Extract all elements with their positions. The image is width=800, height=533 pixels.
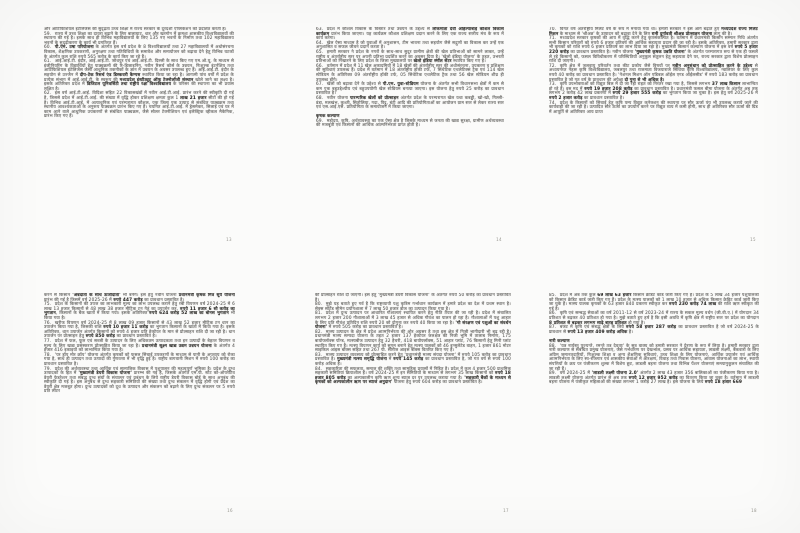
paragraph-number: 79.	[44, 365, 52, 371]
bold-text: रुपये 58 हजार 287 करोड़	[626, 324, 677, 330]
body-text: मत्स्य उत्पादन के क्षेत्र में प्रदेश आत्मनिर्भरता की ओर अग्रसर है तथा इस क्षेत्र में निजी भागीदारी भी बढ़ रही है। प्रधानमंत्री मत्स्य सम्पदा योजना के तहत 2 हजार 137 हेक्टेयर जलक्षेत्र की निजी भूमि में तालाब निर्माण, 175 बायोफ्लॉक्स पॉन्ड, मत्स्यबीज उत्पादन हेतु 32 हैचरी, 418 बायोफ्लॉक्स, 51 आहार प्लांट, 76 किसानों हेतु मिनी प्लांट स्थापित किए गए हैं। मत्स्य विपणन कार्य को सुगम बनाने हेतु मत्स्य पालकों को 46 इन्सुलेटेड वाहन, 1 हजार 861 मोटर साइकिल आइस बॉक्स सहित तथा 267 पी. सीरीज आइस बॉक्स वितरित किए गए हैं।	[315, 328, 511, 353]
paragraph-number: 87.	[549, 324, 557, 330]
body-text: के अंतर्गत इस वर्ष प्रदेश के 8 विश्वविद्यालयों तथा 27 महाविद्यालयों में अधोसंरचना विकास, शैक्षणिक उपकरणों, अनुरक्षण तथा गतिविधियों के समावेश और समायोजन को बढ़ावा देने हेतु विभिन्न घटकों के अंतर्गत कुल राशि रुपये 565 करोड़ के कार्य किए जा रहे हैं।	[44, 44, 234, 59]
body-text: कृषि उपभोक्ताओं को विद्युत बिल में दी जा रही राहत को निरंतर रखा गया है, जिससे लगभग	[559, 81, 712, 87]
body-text: कृषि एवं सम्बद्ध सेवाओं का वर्ष 2011-12 से वर्ष 2023-24 में राज्य के सकल मूल्य वर्धन (जी.वी.ए.) में योगदान 34 प्रतिशत से बढ़कर 40 प्रतिशत हो गया है। मुझे बताते हुए हर्ष है कि इसी अवधि में कृषि क्षेत्र में राष्ट्रीय स्तर पर प्रदेश का योगदान	[549, 310, 759, 320]
body-text: की राशि ऋण स्वीकृत की गई है।	[549, 301, 759, 311]
body-text: योजना हेतु रुपये 604 करोड़ का प्रावधान प्रस्तावित है।	[392, 379, 483, 385]
paragraph-number: 86.	[549, 310, 557, 316]
scanned-page-13	[44, 27, 234, 249]
page-number: 16	[227, 508, 233, 513]
body-text: 'यत्र नार्यस्तु पूज्यन्ते, रमन्ते तत्र देवताः' के सूत्र वाक्य को हमारी सरकार ने प्रेरणा के रूप में लिया है। हमारी सरकार द्वारा नारी कल्याण से संबंधित प्रमुख योजनाएं, जैसे गर्भधारण पर देखभाल, प्रसव पर आर्थिक सहायता, लाडली लक्ष्मी, बैंकवारों के लिए अग्रिम जमानतदारियों, निःशुल्क शिक्षा व अन्य शैक्षणिक सुविधाएं, उच्च शिक्षा के लिए योजनाएं, आर्थिक उपार्जन एवं आर्थिक आत्मनिर्भरता के लिए स्व-रोजगार एवं शासकीय सेवाओं में आरक्षण, विवाह तथा निवास योजना, आवास योजनाओं का लाभ, स्थायी संपत्तियों के क्रय पर पंजीकरण शुल्क में विशेष छूट, लाडली बहना योजना तथा विभिन्न पेंशन योजनाएं समयानुकूलन संचालित की जा रही हैं।	[549, 342, 759, 371]
body-text: प्रदेश में फल, फूल एवं सब्जी के उत्पादन के लिए अधिकतम उत्पादकता तथा इन उत्पादों के बेहतर विपणन व मूल्य के लिए खाद्य प्रसंस्करण प्रोत्साहित किया जा रहा है।	[44, 337, 235, 348]
bold-text: रुपये 18 हजार 669	[704, 379, 743, 385]
body-text: लाभान्वित हो रहे हैं। इस मद में	[549, 81, 758, 91]
body-text: का प्रावधान प्रस्तावित है, जो गत वर्ष से रुपये 100 करोड़ अधिक है।	[315, 356, 511, 366]
body-text: विगत वर्ष अंतर्राष्ट्रीय मिलेट वर्ष के रूप में मनाया गया था। हमारी सरकार ने इसे आगे बढ़ाते हुए	[559, 27, 722, 31]
paragraph-number: 74.	[549, 99, 557, 105]
scanned-page-14	[316, 27, 504, 249]
bold-text: डिजिटल यूनिवर्सिटी तथा राष्ट्रीय रक्षा विश्वविद्यालय	[86, 81, 172, 87]
page-number: 14	[496, 237, 502, 242]
paragraph-number: 75.	[44, 301, 52, 307]
paragraph-number: 63.	[316, 27, 324, 31]
body-text: प्रदेश में दुग्ध उत्पादन पर आधारित गौशालाएं स्थापित करने हेतु नीति तैयार की जा रही है। प्रदेश में संचालित लगभग 2 हजार 200 गौशालाओं में 3 लाख 45 हजार से अधिक गौवंश का पालन हो रहा है। गौशालाओं में पशु आहार के लिए प्रति गौवंश प्रतिदिन राशि रुपये 20 को दोगुना कर रुपये 40 किया जा रहा है।	[315, 310, 511, 325]
bold-text: रुपये 624	[149, 310, 169, 316]
paragraph-number: 64.	[316, 39, 324, 45]
page-number: 15	[750, 237, 756, 242]
bold-text: लाख 21 हजार	[180, 94, 207, 100]
bold-text: रुपये 145 करोड़	[393, 356, 424, 362]
scanned-page-18	[549, 293, 759, 517]
bold-text: 'मुख्यमंत्री कृषक उन्नति योजना'	[634, 48, 687, 54]
bold-text: रुपये 5 हजार 220 करोड़	[549, 44, 758, 54]
body-text: किसान क्रेडिट कार्ड जारी किए गए हैं। प्रदेश के 5 लाख 34 हजार पशुपालकों को किसान क्रेडिट कार्ड जारी किए गए हैं। प्रदेश के मत्स्य पालकों को 1 लाख 10 हजार से अधिक किसान क्रेडिट कार्ड जारी किए जा चुके हैं। मत्स्य पालक कृषकों के 63 हजार 840 प्रकरण स्वीकृत कर	[549, 293, 759, 307]
bold-text: 'सहकारी बैंकों के माध्यम से कृषकों को अल्पकालीन	[315, 374, 511, 385]
bold-text: रुपये 12 हजार 952 करोड़	[628, 374, 678, 380]
body-text: प्रदेश में अब तक कुल	[559, 293, 598, 297]
bold-text: विकास योजना'	[106, 370, 132, 376]
body-text: करने से किसान	[44, 293, 73, 297]
body-text: का अल्पकालीन कृषि ऋण शून्य ब्याज दर पर उपलब्ध कराया गया है।	[345, 374, 465, 380]
paragraph-number: 85.	[549, 293, 557, 297]
body-text: सहकारिता की सफलता, समाज की शक्ति तथा सामूहिक प्रयासों में निहित है। प्रदेश में कुल 4 हजार 500 प्राथमिक सहकारी समितियां क्रियाशील हैं। वर्ष 2024-25 में इन समितियों के माध्यम से लगभग 35 लाख किसानों को	[315, 365, 511, 376]
bold-text: करोड़ 52 लाख का बोनस भुगतान	[170, 310, 229, 316]
body-text: कृषि क्षेत्र में जलवायु परिवर्तन तथा कीट प्रकोप जैसे विषयों पर	[559, 62, 673, 68]
body-text: स्थापित किए गए हैं।	[451, 58, 486, 64]
body-text: प्रारम्भ की गई है, जिसके अंतर्गत एम.पी. स्टेट को-ऑपरेटिव डेयरी फेडरेशन तथा संबद्ध दुग्ध संघों के संचालन एवं प्रबंधन के लिये राष्ट्रीय डेयरी विकास बोर्ड के साथ अनुबंध की स्वीकृति दी गई है। इस अनुबंध से दुग्ध सहकारी समितियों की संख्या तथा दुग्ध संकलन में वृद्धि होगी एवं प्रदेश का डेयरी क्षेत्र मजबूत होगा। दुग्ध उत्पादकों को दूध के उत्पादन और संकलन को बढ़ाने के लिए दुग्ध संकलन पर 5 रुपये प्रति लीटर	[44, 370, 235, 394]
bold-text: रुपये 447 करोड़	[113, 296, 143, 302]
paragraph-number: 88.	[549, 342, 557, 348]
body-text: 'पर ड्रॉप मोर क्रॉप' योजना अंतर्गत कृषकों को फसल सिंचाई उपकरणों के माध्यम से पानी के अपव्यय को रोका गया है, साथ ही उत्पादन तथा उत्पादों की गुणवत्ता में भी वृद्धि हुई है। राष्ट्रीय बागवानी मिशन में रुपये 100 करोड़ का प्रावधान प्रस्तावित है।	[44, 351, 235, 366]
body-text: मध्यप्रदेश सरकार कृषकों की आय में वृद्धि करने हेतु कृतसंकल्पित है। वर्तमान में प्रधानमंत्री किसान सम्मान निधि अंतर्गत सभी किसान परिवारों को रुपये 6 हजार प्रतिवर्ष की आर्थिक सहायता प्रदान की जा रही है। इसके अतिरिक्त, हमारी सरकार द्वारा भी कृषकों को राशि रुपये 6 हजार प्रतिवर्ष का लाभ दिया जा रहा है। मुख्यमंत्री किसान कल्याण योजना में इस वर्ष	[549, 35, 758, 50]
body-text: खेल ऐसा माध्यम है जो युवाओं में अनुशासन, टीम भावना तथा सहयोग जैसे सद्गुणों का विकास कर उन्हें एक अनुशासित व सफल जीवन प्रदान करता है।	[316, 39, 504, 50]
body-text: प्रारंभ की गई है जिसमें वर्ष 2025-26 में	[44, 296, 114, 302]
body-text: प्रदेश के किसानों को सिंचाई हेतु कृषि पम्प विद्युत कनेक्शन की स्थापना पर सौर ऊर्जा पंप भी उपलब्ध कराये जाने की कार्यवाही की जा रही है। उत्पादित सौर ऊर्जा का उपयोग करने पर विद्युत व्यय में कमी होगी, साथ ही अतिरिक्त सौर ऊर्जा की ग्रिड में आपूर्ति से अतिरिक्त आय प्राप्त	[549, 99, 758, 114]
body-text: खेलों को बढ़ावा देने के उद्देश्य से	[326, 81, 383, 87]
body-text: प्रदेश में कौशल विकास के विस्तार तथा उन्नयन के उद्देश्य से	[326, 27, 433, 31]
bold-text: पी.एम. उषा परियोजना	[54, 44, 94, 50]
body-text: की प्रोत्साहन राशि दी जाएगी। इस हेतु 'मुख्यमंत्री डेयरी विकास योजना' के अंतर्गत रुपये 50 करोड़ का प्रावधान प्रस्तावित है।	[315, 293, 511, 302]
bold-text: 'अन्नदाता के साथ ऊर्जादाता'	[72, 293, 121, 297]
body-text: का भुगतान किया जा चुका है। इस हेतु वर्ष 2025-26 में	[661, 90, 758, 96]
bold-text: रुपये 2 हजार करोड़	[549, 94, 583, 100]
body-text: का भुगतान किसानों के खातों में किया गया है। इसके अतिरिक्त, धान उपार्जन अंतर्गत किसानों को रुपये 4 हजार प्रति हेक्टेयर के मान से प्रोत्साहन राशि दी जा रही है। धान उपार्जन पर प्रोत्साहन हेतु	[44, 324, 235, 339]
bold-text: करोड़ अधिक	[606, 328, 628, 334]
paragraph	[316, 96, 504, 110]
body-text: से अध्ययनरत नेहरू कृषि विश्वविद्यालय, जबलपुर तथा राजमाता विजयाराजे सिंधिया कृषि विश्वविद्यालय, ग्वालियर के लिए कुल रुपये 40 करोड़ का प्रावधान प्रस्तावित है। 'नेशनल मिशन ऑन एडिबल ऑईल एण्ड ऑईलसीड' में रुपये 183 करोड़ का प्रावधान प्रस्तावित है जो गत वर्ष के प्रावधान की अपेक्षा	[549, 62, 758, 82]
paragraph	[315, 311, 511, 329]
paragraph-number: 67.	[316, 81, 324, 87]
body-text: और आर्टिफिशियल इंटेलिजेंस की सुदृढ़ता उच्च शिक्षा में राज्य सरकार के दूरदर्शी एप्लिकेशन को प्रदर्शित करती है।	[44, 27, 227, 31]
paragraph	[316, 50, 504, 64]
bold-text: लोकमाता देवी अहिल्याबाई कौशल विकास कार्यक्रम	[316, 27, 504, 36]
bold-text: रुपये 29 हजार 555 करोड़	[612, 90, 662, 96]
body-text: प्रदेश की अर्थव्यवस्था तथा आर्थिक एवं सामाजिक विकास में पशुपालन की महत्वपूर्ण भूमिका है। प्रदेश के दुग्ध उत्पादकों के हित में	[44, 365, 235, 376]
bold-text: पी.एम. युवा-स्टेडियम	[382, 81, 419, 87]
body-text: स्थापित किया जा रहा है। आगामी पांच वर्षों में प्रदेश के प्रत्येक संभाग में आई.आई.टी. के स्वरूप की	[44, 71, 234, 82]
paragraph-number: 69.	[316, 117, 324, 123]
body-text: खोले जाने का लक्ष्य है। इसके अतिरिक्त प्रदेश में	[44, 76, 234, 87]
body-text: है।	[627, 328, 634, 334]
paragraph	[316, 64, 504, 82]
body-text: महोदय, कृषि, अर्थव्यवस्था का एक ऐसा क्षेत्र है जिसके माध्यम से जनता की खाद्य सुरक्षा, ग्रामीण अर्थव्यवस्था की मजबूती एवं किसानों की आर्थिक आत्मनिर्भरता प्राप्त होती है।	[316, 117, 504, 128]
bold-text: रुपये 850 करोड़	[85, 333, 116, 339]
body-text: का प्रावधान प्रस्तावित है। नवीन योजना	[568, 48, 635, 54]
paragraph-number: 60.	[44, 44, 52, 50]
bold-text: रुपये 230 करोड़ 74 लाख	[669, 301, 717, 307]
body-text: का प्रावधान प्रस्तावित है।	[115, 333, 157, 339]
bold-text: रानी दुर्गावती श्रीअन्न प्रोत्साहन योजना	[651, 30, 713, 36]
body-text: अंतर्गत 2 लाख 43 हजार 356 बालिकाओं का पंजीकरण किया गया है। लाडली लक्ष्मी योजना अंतर्गत प्रारंभ से अब तक	[549, 370, 759, 380]
paragraph-number: 78.	[44, 351, 52, 357]
paragraph	[315, 330, 511, 353]
body-text: का वितरण किया जा चुका है। वर्तमान में लाडली बहना योजना में पंजीकृत महिलाओं की संख्या लगभग 1 करोड़ 27 लाख है। इस योजना के लिये	[549, 374, 759, 385]
bold-text: प्रधानमंत्री कृषक मित्र सूर्य योजना	[178, 293, 235, 297]
body-text: सीटों की हो गई है। विभिन्न आई.टी.आई. में अत्याधुनिक एवं परम्परागत कौशल, एक जिला एक उत्पाद से संबंधित पाठ्यक्रम तथा स्थानीय आवश्यकताओं के अनुरूप पाठ्यक्रम प्रारंभ किए गए हैं। चयनित आई.टी.आई. में ड्रेसमेकर, सिलाई एवं घर में काम आने वाले आधुनिक उपकरणों से संबंधित पाठ्यक्रम, जैसे सोलर टेक्नीशियन एवं इलेक्ट्रिक व्हीकल मैकेनिक, प्रारंभ किए गए हैं।	[44, 94, 234, 119]
bold-text: रुपये 10 हजार 11 करोड़	[103, 324, 149, 330]
paragraph	[549, 344, 759, 372]
body-text: भी बनेंगे। इस हेतु नवीन योजना	[120, 293, 179, 297]
body-text: बजट में कृषि एवं संबद्ध क्षेत्रों के लिये	[559, 324, 627, 330]
bold-text: 'गौ संरक्षण एवं पशुओं का संवर्धन योजना'	[315, 319, 511, 330]
paragraph-number: 89.	[549, 370, 557, 376]
paragraph-number: 62.	[44, 90, 52, 96]
paragraph	[549, 82, 758, 100]
body-text: राज्य में उच्च शिक्षा का दायरा बढ़ाने के लिए बालाघाट, धार और खरगोन में क्रमशः शासकीय विश्वविद्यालयों की स्थापना की गई है। इसके साथ ही विभिन्न महाविद्यालयों के लिए 135 नए भवनों के निर्माण तथा 102 महाविद्यालय भवनों के सुदृढ़ीकरण के कार्य भी प्रगतिरत हैं।	[44, 30, 234, 45]
paragraph	[549, 325, 759, 334]
bold-text: दीप-टेक रिसर्च एंड डिस्कवरी कैम्पस	[79, 71, 141, 77]
bold-text: प्रधानमंत्री सूक्ष्म खाद्य उद्यम उन्नयन योजना	[141, 342, 212, 348]
paragraph-number: 71.	[549, 35, 557, 41]
bold-text: रुपये 11 हजार 6 सौ करोड़ का	[180, 305, 235, 311]
paragraph	[316, 27, 504, 41]
body-text: के माध्यम से 'श्रीअन्न' के उत्पादन को बढ़ावा देने के लिए	[558, 30, 652, 36]
body-text: खरीफ विपणन वर्ष 2024-25 में 8 लाख 09 हजार किसानों से 43 लाख 52 हजार मीट्रिक टन धान का उपार्जन किया गया है, जिसकी राशि	[44, 319, 235, 330]
bold-text: मध्यप्रदेश इंस्टीट्यूट ऑफ टेक्नोलॉजी संस्थान	[119, 76, 194, 82]
bold-text: मुख्यमंत्री	[337, 356, 352, 362]
paragraph	[549, 371, 759, 385]
body-text: नवीन योजना	[326, 94, 350, 100]
body-text: योजना के अंतर्गत सभी विधानसभा क्षेत्रों में कम से कम एक बहुउद्देश्यीय एवं बहुउपयोगी खेल स्टेडियम बनाया जाएगा। इस योजना हेतु रुपये 25 करोड़ का प्रावधान प्रस्तावित है।	[316, 81, 504, 96]
bold-text: रुपये 18 हजार 805 करोड़	[315, 370, 511, 380]
paragraph	[316, 82, 504, 96]
body-text: इस वर्ष आई.टी.आई. विदिशा सहित 22 विकासखंडों में नवीन आई.टी.आई. प्रारंभ करने की स्वीकृति दी गई है, जिससे प्रदेश में आई.टी.आई. की संख्या में वृद्धि होकर प्रशिक्षण क्षमता कुल 1	[44, 90, 234, 100]
paragraph	[315, 353, 511, 367]
body-text: लागू की है।	[712, 30, 733, 36]
body-text: के अंतर्गत 4 हजार 416 इकाइयों को लाभान्वित किया गया है।	[44, 342, 235, 353]
page-text	[44, 27, 234, 233]
body-text: मुझे यह बताते हुए गर्व है कि राष्ट्रव्यापी पशु कृत्रिम गर्भाधान कार्यक्रम में हमारे प्रदेश का देश में प्रथम स्थान है। सेक्स सॉर्टेड सीमेन प्रयोगशाला में 7 लाख 50 हजार डोज का उत्पादन किया गया है।	[315, 301, 511, 311]
paragraph	[44, 353, 235, 367]
body-text: अंतर्गत प्रदेश के परम्परागत खेल यथा कबड्डी, खो-खो, गिल्ली-डंडा, मलखंभ, कुश्ती, सितोलिया, गदा, पिट्ठू, बंटी आदि की प्रतियोगिताओं का आयोजन ग्राम स्तर से लेकर राज्य स्तर एवं एस.आई.एस. प्रतियोगिता के समायोजन में किया जाएगा।	[316, 94, 504, 110]
bold-text: नवीन अनुसंधान को प्रोत्साहित करने के उद्देश्य	[672, 62, 753, 68]
paragraph-number: 81.	[315, 310, 323, 316]
body-text: हमारी सरकार ने प्रदेश के नगरों के साथ-साथ सुदूर ग्रामीण क्षेत्रों की खेल प्रतिभाओं को सामने लाकर, उन्हें राष्ट्रीय व अंतर्राष्ट्रीय स्तर पर अपनी प्रतिभा प्रदर्शित करने का अवसर दिया है। 'खेलो इंडिया योजना' के तहत, उभरती प्रतिभाओं को निखारने के लिए प्रदेश के जिला मुख्यालयों पर	[316, 48, 504, 64]
page-number: 18	[751, 508, 757, 513]
body-text: का प्रावधान प्रस्तावित है।	[142, 296, 185, 302]
body-text: , किसानों के बैंक खातों में किया गया। इसके अतिरिक्त	[55, 310, 150, 316]
scanned-page-15	[549, 27, 758, 249]
bold-text: पारम्परिक खेलों को प्रोत्साहन	[349, 94, 399, 100]
scanned-page-16	[44, 293, 235, 517]
paragraph-number: 80.	[315, 301, 323, 307]
page-text	[44, 293, 235, 505]
page-text	[316, 27, 504, 233]
body-text: मत्स्य उत्पादन व्यवसाय को प्रोत्साहित करने हेतु 'प्रधानमंत्री मत्स्य संपदा योजना' में रुपये 105 करोड़ का प्रावधान प्रस्तावित है।	[315, 351, 511, 362]
paragraph-number: 84.	[315, 365, 323, 371]
paragraph	[549, 36, 758, 64]
paragraph-number: 82.	[315, 328, 323, 334]
page-text	[549, 293, 759, 505]
paragraph-number: 73.	[549, 81, 557, 87]
body-text: प्रारंभ किया जाएगा। यह कार्यक्रम कौशल प्रशिक्षण प्रदान करने के लिए एक राज्य स्तरीय मंच के रूप में कार्य करेगा।	[316, 30, 504, 41]
body-text: का प्रावधान प्रस्तावित है जो वर्ष 2024-25 के प्रावधान से	[549, 324, 759, 334]
paragraph	[315, 367, 511, 385]
paragraph	[549, 101, 758, 115]
body-text: भी किया गया है।	[44, 310, 235, 320]
body-text: आई.आई.टी. इंदौर, आई.आई.टी. जोधपुर एवं आई.आई.टी. दिल्ली के साथ किए गए एम.ओ.यू. के माध्यम से इंजीनियरिंग के विद्यार्थियों हेतु पाठ्यक्रमों की रि-डिजाइनिंग, नवीन रिसर्च कोर्स के उन्नयन, निःशुल्क इंटर्नशिप तथा आर्टिफिशियल इंटेलिजेंस जैसी आधुनिक तकनीकों के ज्ञान में उन्नयन के अवसर उपलब्ध हुए हैं। आई.आई.टी. इंदौर के सहयोग से उज्जैन में	[44, 58, 234, 77]
paragraph	[44, 367, 235, 395]
body-text: में	[387, 356, 394, 362]
paragraph	[316, 119, 504, 128]
page-number: 17	[503, 508, 509, 513]
page-number: 13	[226, 237, 232, 242]
body-text: वर्ष 2024-25 में	[559, 370, 592, 376]
bold-text: रुपये 13 हजार 409	[567, 328, 605, 334]
page-text	[549, 27, 758, 233]
section-heading: कृषक कल्याण	[316, 113, 340, 119]
paragraph-number: 72.	[549, 62, 557, 68]
paragraph	[44, 321, 235, 339]
bold-text: खेलो इंडिया स्मॉल सेंटर	[413, 58, 452, 64]
scanned-page-17	[315, 293, 511, 517]
bold-text: 69 लाख 63 हजार	[597, 293, 632, 297]
paragraph-number: 61.	[44, 58, 52, 64]
bold-text: रुपये 19 हजार 208 करोड़	[584, 85, 633, 91]
bold-text: 'मुख्यमंत्री डेयरी	[78, 370, 105, 376]
bold-text: 37 लाख किसान	[711, 81, 741, 87]
body-text: के अंतर्गत परम्परागत रूप से एक ही फसलें ले रहे किसानों को, फसल विविधीकरण में परिस्थितियों अनुकूल संतुलन हेतु सहायता देने पर, राज्य सरकार द्वारा विशेष प्रोत्साहन राशि दी जाएगी।	[549, 48, 758, 64]
body-text: का प्रावधान प्रस्तावित है।	[582, 94, 625, 100]
paragraph-number: 68.	[316, 94, 324, 100]
paragraph	[549, 64, 758, 82]
bold-text: प्रतिशत	[614, 319, 627, 325]
bold-text: 'लाडली लक्ष्मी योजना 2.0'	[591, 370, 639, 376]
paragraph-number: 59.	[44, 30, 52, 36]
paragraph	[44, 91, 234, 119]
bold-text: मध्यप्रदेश राज्य मिलेट मिशन	[549, 27, 758, 36]
paragraph	[44, 59, 234, 91]
paragraph-number: 77.	[44, 337, 52, 343]
paragraph	[44, 302, 235, 320]
section-heading: नारी कल्याण	[549, 337, 570, 343]
body-text: का प्रावधान प्रस्तावित है। प्रधानमंत्री फसल बीमा योजना के अंतर्गत अब तक लगभग 2 करोड़ 42 लाख प्रकरणों में	[549, 85, 758, 96]
paragraph-number: 66.	[316, 62, 324, 68]
bold-text: दो गुना से भी अधिक है।	[624, 76, 665, 82]
bold-text: 8 प्रतिशत से बढ़कर लगभग साढ़े बारह	[549, 319, 614, 325]
page-text	[315, 293, 511, 505]
bold-text: मत्स्य समृद्धि योजना	[353, 356, 388, 362]
paragraph	[549, 293, 759, 311]
paragraph-number: 65.	[316, 48, 324, 54]
body-text: वर्तमान में प्रदेश में 11 खेल अकादमियों में 18 खेलों की अंतर्राष्ट्रीय स्तर की अधोसंरचना, उपकरण व प्रशिक्षण की सुविधाएं उपलब्ध हैं। प्रदेश में वर्तमान में 18 अंतर्राष्ट्रीय हॉकी टर्फ, 7 सिंथेटिक एथलेटिक्स ट्रैक एवं 114 खेल स्टेडियम के अतिरिक्त 09 अंतर्राष्ट्रीय हॉकी टर्फ, 05 सिंथेटिक एथलेटिक ट्रैक तथा 56 खेल स्टेडियम शीघ्र ही उपलब्ध होंगे।	[316, 62, 504, 82]
paragraph-number: 76.	[44, 319, 52, 325]
body-text: हो गया है।	[626, 319, 646, 325]
paragraph	[44, 339, 235, 353]
bold-text: ऋण पर ब्याज अनुदान'	[353, 379, 393, 385]
body-text: के परिसर की स्थापना का भी प्रयास लक्षित है।	[44, 81, 234, 91]
body-text: प्रदेश के किसानों की उपज का लाभकारी मूल्य का लाभ उपलब्ध कराने हेतु रबी विपणन वर्ष 2024-25 में 6 लाख 13 हजार किसानों से 48 लाख 38 हजार मीट्रिक टन गेहूं का उपार्जन कर,	[44, 301, 235, 311]
paragraph-number: 83.	[315, 351, 323, 357]
bold-text: भुगतान	[44, 310, 56, 316]
body-text: में रुपये 505 करोड़ का प्रावधान प्रस्तावित है।	[327, 324, 403, 330]
paragraph-number: 70.	[549, 27, 557, 31]
